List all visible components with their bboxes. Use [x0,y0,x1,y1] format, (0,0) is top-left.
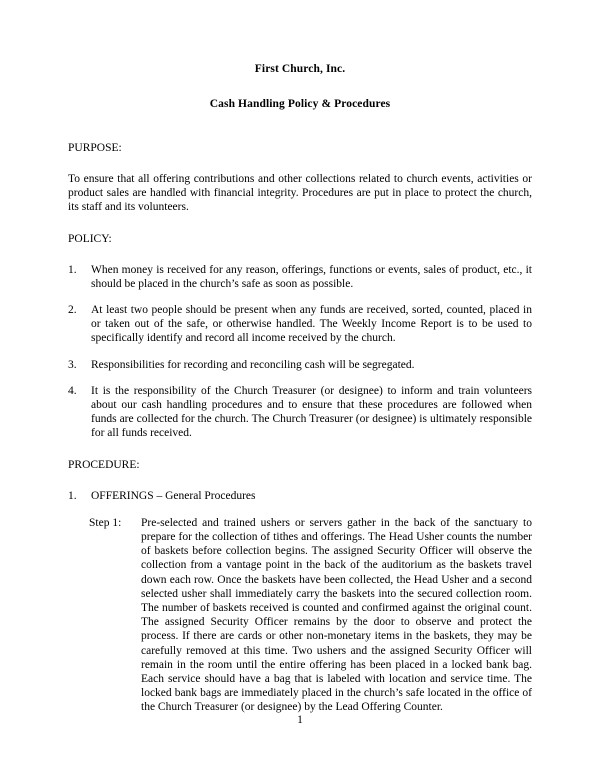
spacer [68,503,532,516]
step-text: Pre-selected and trained ushers or servers gather in the back of the sanctuary to prepare for the collection of tithes and offerings. The Head Usher counts the number of baskets before collection begins. The assigned Security Officer will observe the collection from a vantage point in the back of the auditorium as the baskets travel down each row. Once the baskets have been collected, the Head Usher and a second selected usher shall immediately carry the baskets into the secured collection room. The number of baskets received is counted and confirmed against the original count. The assigned Security Officer remains by the door to observe and protect the process. If there are cards or other non-monetary items in the baskets, they may be carefully removed at this time. Two ushers and the assigned Security Officer will remain in the room until the entire offering has been placed in a locked bank bag. Each service should have a bag that is labeled with location and service time. The locked bank bags are immediately placed in the church’s safe located in the office of the Church Treasurer (or designee) by the Lead Offering Counter. [141,516,532,714]
list-marker: 1. [68,263,77,276]
spacer [68,441,532,458]
list-item-text: Responsibilities for recording and reconciling cash will be segregated. [91,358,415,371]
spacer [68,155,532,172]
document-content [68,62,532,715]
list-item [68,384,532,441]
list-item [68,489,532,503]
purpose-paragraph: To ensure that all offering contributions and other collections related to church events, activities or product sales are handled with financial integrity. Procedures are put in place to protect the church, its staff and its volunteers. [68,173,532,214]
list-item-text: When money is received for any reason, offerings, functions or events, sales of product, etc., it should be placed in the church’s safe as soon as possible. [91,263,532,290]
page-number: 1 [297,714,303,726]
spacer [68,215,532,232]
policy-list [68,263,532,441]
list-marker: 3. [68,358,77,371]
list-marker: 1. [68,489,77,502]
spacer [68,472,532,489]
spacer [68,246,532,263]
list-marker: 4. [68,384,77,397]
list-item-text: It is the responsibility of the Church Treasurer (or designee) to inform and train volunteers about our cash handling procedures and to ensure that these procedures are followed when funds are collected for the church. The Church Treasurer (or designee) is ultimately responsible for all funds received. [91,384,532,440]
document-title: First Church, Inc. [254,63,346,75]
list-item [68,358,532,372]
procedure-step [89,516,532,715]
purpose-heading: PURPOSE: [68,142,122,154]
step-label: Step 1: [89,516,122,529]
document-subtitle: Cash Handling Policy & Procedures [209,98,391,110]
policy-heading: POLICY: [68,232,112,245]
procedure-heading: PROCEDURE: [68,458,140,471]
list-item [68,263,532,291]
procedure-list [68,489,532,503]
list-item-text: At least two people should be present when any funds are received, sorted, counted, placed in or taken out of the safe, or otherwise handled. The Weekly Income Report is to be used to specifically identify and record all income received by the church. [91,304,532,345]
spacer [68,111,532,141]
list-marker: 2. [68,304,77,317]
list-item-text: OFFERINGS – General Procedures [91,489,256,502]
list-item [68,303,532,346]
